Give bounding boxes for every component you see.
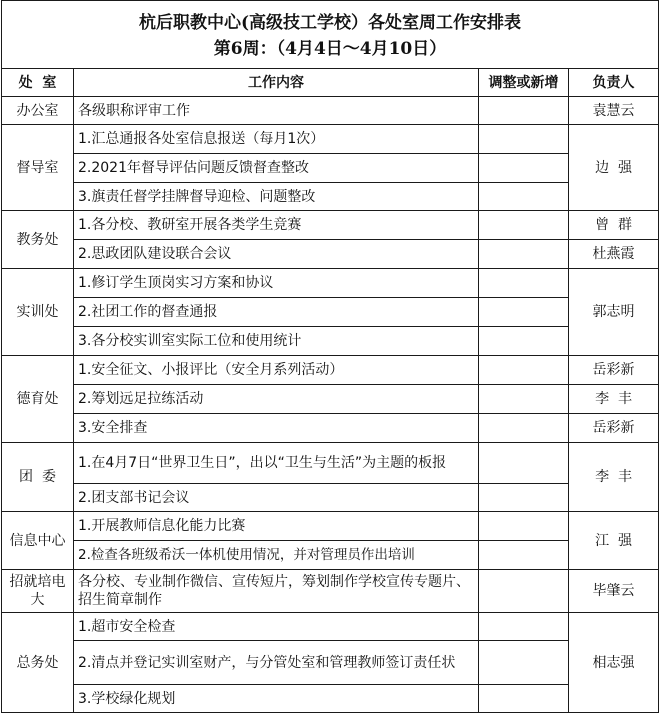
table-row	[2, 154, 659, 183]
task-cell: 1.各分校、教研室开展各类学生竞赛	[74, 211, 479, 240]
table-row	[2, 512, 659, 541]
task-cell: 各级职称评审工作	[74, 97, 479, 125]
table-row	[2, 443, 659, 484]
adjust-cell	[479, 97, 569, 125]
dept-cell: 总务处	[2, 613, 74, 713]
adjust-cell	[479, 443, 569, 484]
adjust-cell	[479, 414, 569, 443]
task-cell: 2.清点并登记实训室财产，与分管处室和管理教师签订责任状	[74, 641, 479, 685]
owner-cell: 相志强	[569, 613, 659, 713]
table-row	[2, 327, 659, 356]
schedule-table	[1, 0, 659, 713]
task-cell: 1.汇总通报各处室信息报送（每月1次）	[74, 125, 479, 154]
table-row	[2, 183, 659, 211]
table-row	[2, 484, 659, 512]
table-row	[2, 685, 659, 713]
task-cell: 各分校、专业制作微信、宣传短片，筹划制作学校宣传专题片、招生简章制作	[74, 570, 479, 613]
title-line-1: 杭后职教中心(高级技工学校）各处室周工作安排表	[139, 12, 522, 33]
adjust-cell	[479, 211, 569, 240]
dept-cell: 德育处	[2, 356, 74, 443]
table-row	[2, 240, 659, 269]
adjust-cell	[479, 685, 569, 713]
table-row	[2, 570, 659, 613]
title-line-2: 第6周：（4月4日～4月10日）	[213, 38, 447, 59]
adjust-cell	[479, 570, 569, 613]
owner-cell: 曾 群	[569, 211, 659, 240]
table-row	[2, 211, 659, 240]
adjust-cell	[479, 154, 569, 183]
dept-cell: 招就培电大	[2, 570, 74, 613]
adjust-cell	[479, 327, 569, 356]
table-row	[2, 385, 659, 414]
dept-cell: 教务处	[2, 211, 74, 269]
table-row	[2, 269, 659, 298]
header-dept: 处 室	[2, 69, 74, 97]
task-cell: 2.2021年督导评估问题反馈督查整改	[74, 154, 479, 183]
task-cell: 3.旗责任督学挂牌督导迎检、问题整改	[74, 183, 479, 211]
table-row	[2, 414, 659, 443]
table-row	[2, 541, 659, 570]
owner-cell: 边 强	[569, 125, 659, 211]
table-title	[2, 1, 659, 69]
task-cell: 1.安全征文、小报评比（安全月系列活动）	[74, 356, 479, 385]
adjust-cell	[479, 298, 569, 327]
dept-cell: 督导室	[2, 125, 74, 211]
adjust-cell	[479, 613, 569, 641]
adjust-cell	[479, 641, 569, 685]
task-cell: 2.团支部书记会议	[74, 484, 479, 512]
task-cell: 3.安全排查	[74, 414, 479, 443]
adjust-cell	[479, 269, 569, 298]
task-cell: 1.修订学生顶岗实习方案和协议	[74, 269, 479, 298]
owner-cell: 袁慧云	[569, 97, 659, 125]
owner-cell: 李 丰	[569, 385, 659, 414]
owner-cell: 毕肇云	[569, 570, 659, 613]
owner-cell: 岳彩新	[569, 356, 659, 385]
owner-cell: 江 强	[569, 512, 659, 570]
owner-cell: 李 丰	[569, 443, 659, 512]
dept-cell: 实训处	[2, 269, 74, 356]
table-row	[2, 356, 659, 385]
dept-cell: 信息中心	[2, 512, 74, 570]
table-row	[2, 298, 659, 327]
header-owner: 负责人	[569, 69, 659, 97]
task-cell: 1.超市安全检查	[74, 613, 479, 641]
adjust-cell	[479, 125, 569, 154]
task-cell: 2.检查各班级希沃一体机使用情况，并对管理员作出培训	[74, 541, 479, 570]
owner-cell: 杜燕霞	[569, 240, 659, 269]
task-cell: 2.思政团队建设联合会议	[74, 240, 479, 269]
table-row	[2, 641, 659, 685]
task-cell: 2.筹划远足拉练活动	[74, 385, 479, 414]
adjust-cell	[479, 183, 569, 211]
adjust-cell	[479, 240, 569, 269]
table-row	[2, 97, 659, 125]
adjust-cell	[479, 512, 569, 541]
adjust-cell	[479, 541, 569, 570]
header-adjust: 调整或新增	[479, 69, 569, 97]
task-cell: 1.开展教师信息化能力比赛	[74, 512, 479, 541]
task-cell: 2.社团工作的督查通报	[74, 298, 479, 327]
adjust-cell	[479, 484, 569, 512]
header-content: 工作内容	[74, 69, 479, 97]
adjust-cell	[479, 385, 569, 414]
dept-cell: 办公室	[2, 97, 74, 125]
owner-cell: 郭志明	[569, 269, 659, 356]
task-cell: 1.在4月7日“世界卫生日”，出以“卫生与生活”为主题的板报	[74, 443, 479, 484]
task-cell: 3.学校绿化规划	[74, 685, 479, 713]
header-row	[2, 69, 659, 97]
owner-cell: 岳彩新	[569, 414, 659, 443]
task-cell: 3.各分校实训室实际工位和使用统计	[74, 327, 479, 356]
adjust-cell	[479, 356, 569, 385]
table-row	[2, 125, 659, 154]
dept-cell: 团 委	[2, 443, 74, 512]
table-row	[2, 613, 659, 641]
